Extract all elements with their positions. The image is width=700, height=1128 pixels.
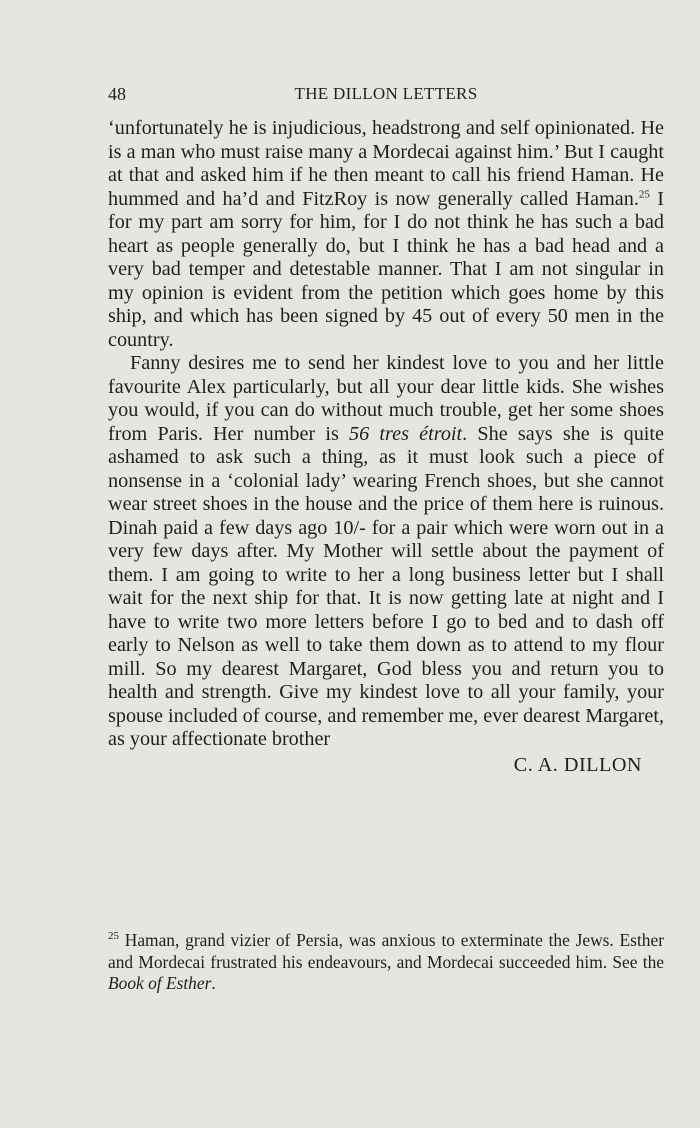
paragraph-2-text-a: Fanny desires me to send her kindest love to you and her little favourite Alex particularly, but all your dear little kids. She wishes you would, if you can do without much trouble, get her some shoes from Paris. Her number is (108, 352, 664, 445)
paragraph-1-text-a: ‘unfortunately he is injudicious, headstrong and self opinionated. He is a man who must raise many a Mordecai against him.’ But I caught at that and asked him if he then meant to call his friend Haman. He hummed and ha’d and FitzRoy is now generally called Haman. (108, 117, 664, 210)
signature-initials: C. A. D (513, 753, 579, 776)
footnote-text-a: Haman, grand vizier of Persia, was anxious to exterminate the Jews. Esther and Mordecai frustrated his endeavours, and Mordecai succeeded him. See the (108, 930, 664, 972)
footnote (108, 930, 664, 995)
signature (108, 754, 664, 778)
signature-surname: ILLON (578, 753, 642, 776)
body-text (108, 117, 664, 777)
paragraph-1 (108, 117, 664, 352)
footnote-italic: Book of Esther (108, 973, 212, 993)
paragraph-2 (108, 352, 664, 752)
footnote-number: 25 (108, 930, 119, 943)
page-header (108, 84, 664, 106)
paragraph-2-italic: 56 tres étroit (349, 422, 463, 445)
running-title: THE DILLON LETTERS (294, 84, 478, 103)
footnote-reference: 25 (638, 187, 650, 200)
paragraph-2-text-b: . She says she is quite ashamed to ask such a thing, as it must look such a piece of nonsense in a ‘colonial lady’ wearing French shoes, but she cannot wear street shoes in the house and the price of them here is ruinous. Dinah paid a few days ago 10/- for a pair which were worn out in a very few days after. My Mother will settle about the payment of them. I am going to write to her a long business letter but I shall wait for the next ship for that. It is now getting late at night and I have to write two more letters before I go to bed and to dash off early to Nelson as well to take them down as to attend to my flour mill. So my dearest Margaret, God bless you and return you to health and strength. Give my kindest love to all your family, your spouse included of course, and remember me, ever dearest Margaret, as your affectionate brother (108, 422, 664, 750)
paragraph-1-text-b: I for my part am sorry for him, for I do not think he has such a bad heart as people generally do, but I think he has a bad head and a very bad temper and detestable manner. That I am not singular in my opinion is evident from the petition which goes home by this ship, and which has been signed by 45 out of every 50 men in the country. (108, 187, 664, 351)
footnote-text-b: . (211, 973, 216, 993)
page-number: 48 (108, 84, 126, 104)
